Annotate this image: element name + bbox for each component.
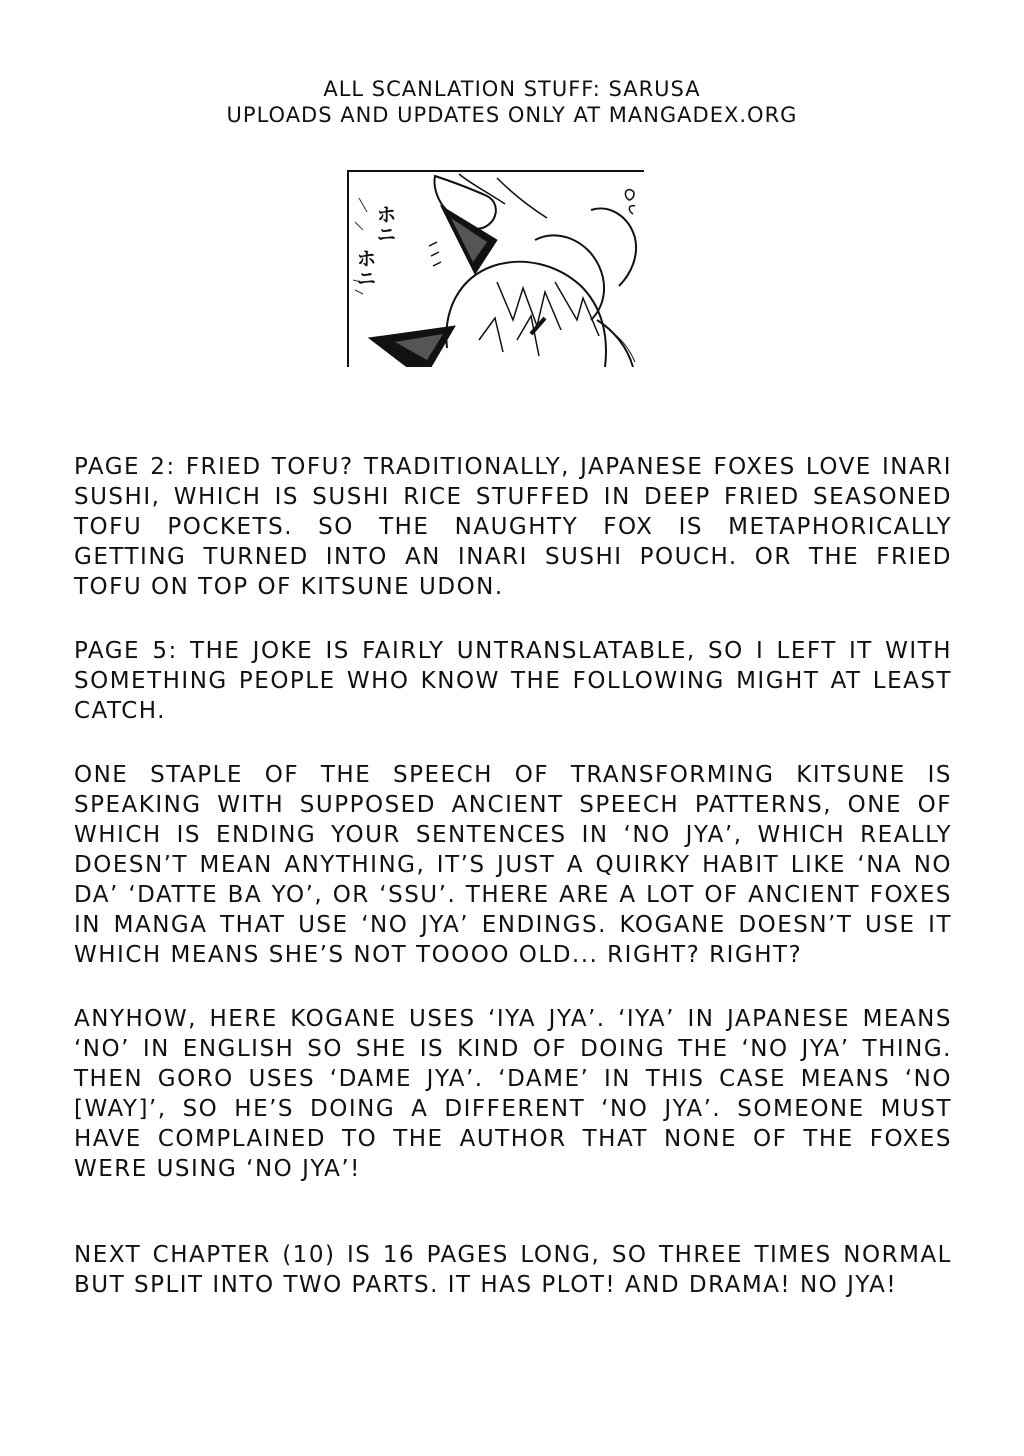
credits-header (0, 76, 1024, 128)
ear-motion-marks (429, 242, 441, 266)
translation-notes (74, 452, 952, 1334)
note-page-5: PAGE 5: THE JOKE IS FAIRLY UNTRANSLATABLE, SO I LEFT IT WITH SOMETHING PEOPLE WHO KNOW THE FOLLOWING MIGHT AT LEAST CATCH. (74, 638, 952, 724)
hair-outline (446, 262, 606, 367)
sfx-honi-2: ホニ (353, 248, 377, 288)
sfx-honi-1: ホニ (373, 204, 397, 244)
note-page-2: PAGE 2: FRIED TOFU? TRADITIONALLY, JAPANESE FOXES LOVE INARI SUSHI, WHICH IS SUSHI RICE STUFFED IN DEEP FRIED SEASONED TOFU POCKETS. SO THE NAUGHTY FOX IS METAPHORICALLY GETTING TURNED INTO AN INARI SUSHI POUCH. OR THE FRIED TOFU ON TOP OF KITSUNE UDON. (74, 454, 952, 600)
manga-panel (347, 170, 644, 367)
note-next-chapter: NEXT CHAPTER (10) IS 16 PAGES LONG, SO THREE TIMES NORMAL BUT SPLIT INTO TWO PARTS. IT HAS PLOT! AND DRAMA! NO JYA! (74, 1242, 952, 1298)
motion-swirls (625, 190, 635, 214)
fox-girl-illustration (347, 170, 644, 367)
note-anyhow: ANYHOW, HERE KOGANE USES ‘IYA JYA’. ‘IYA’ IN JAPANESE MEANS ‘NO’ IN ENGLISH SO SHE IS KIND OF DOING THE ‘NO JYA’ THING. THEN GORO USES ‘DAME JYA’. ‘DAME’ IN THIS CASE MEANS ‘NO [WAY]’, SO HE’S DOING A DIFFERENT ‘NO JYA’. SOMEONE MUST HAVE COMPLAINED TO THE AUTHOR THAT NONE OF THE FOXES WERE USING ‘NO JYA’! (74, 1006, 952, 1182)
mangadex-line: UPLOADS AND UPDATES ONLY AT MANGADEX.ORG (226, 103, 798, 127)
note-speech-staple: ONE STAPLE OF THE SPEECH OF TRANSFORMING KITSUNE IS SPEAKING WITH SUPPOSED ANCIENT SPEECH PATTERNS, ONE OF WHICH IS ENDING YOUR SENTENCES IN ‘NO JYA’, WHICH REALLY DOESN’T MEAN ANYTHING, IT’S JUST A QUIRKY HABIT LIKE ‘NA NO DA’ ‘DATTE BA YO’, OR ‘SSU’. THERE ARE A LOT OF ANCIENT FOXES IN MANGA THAT USE ‘NO JYA’ ENDINGS. KOGANE DOESN’T USE IT WHICH MEANS SHE’S NOT TOOOO OLD... RIGHT? RIGHT? (74, 762, 952, 968)
credits-line: ALL SCANLATION STUFF: SARUSA (323, 77, 701, 101)
